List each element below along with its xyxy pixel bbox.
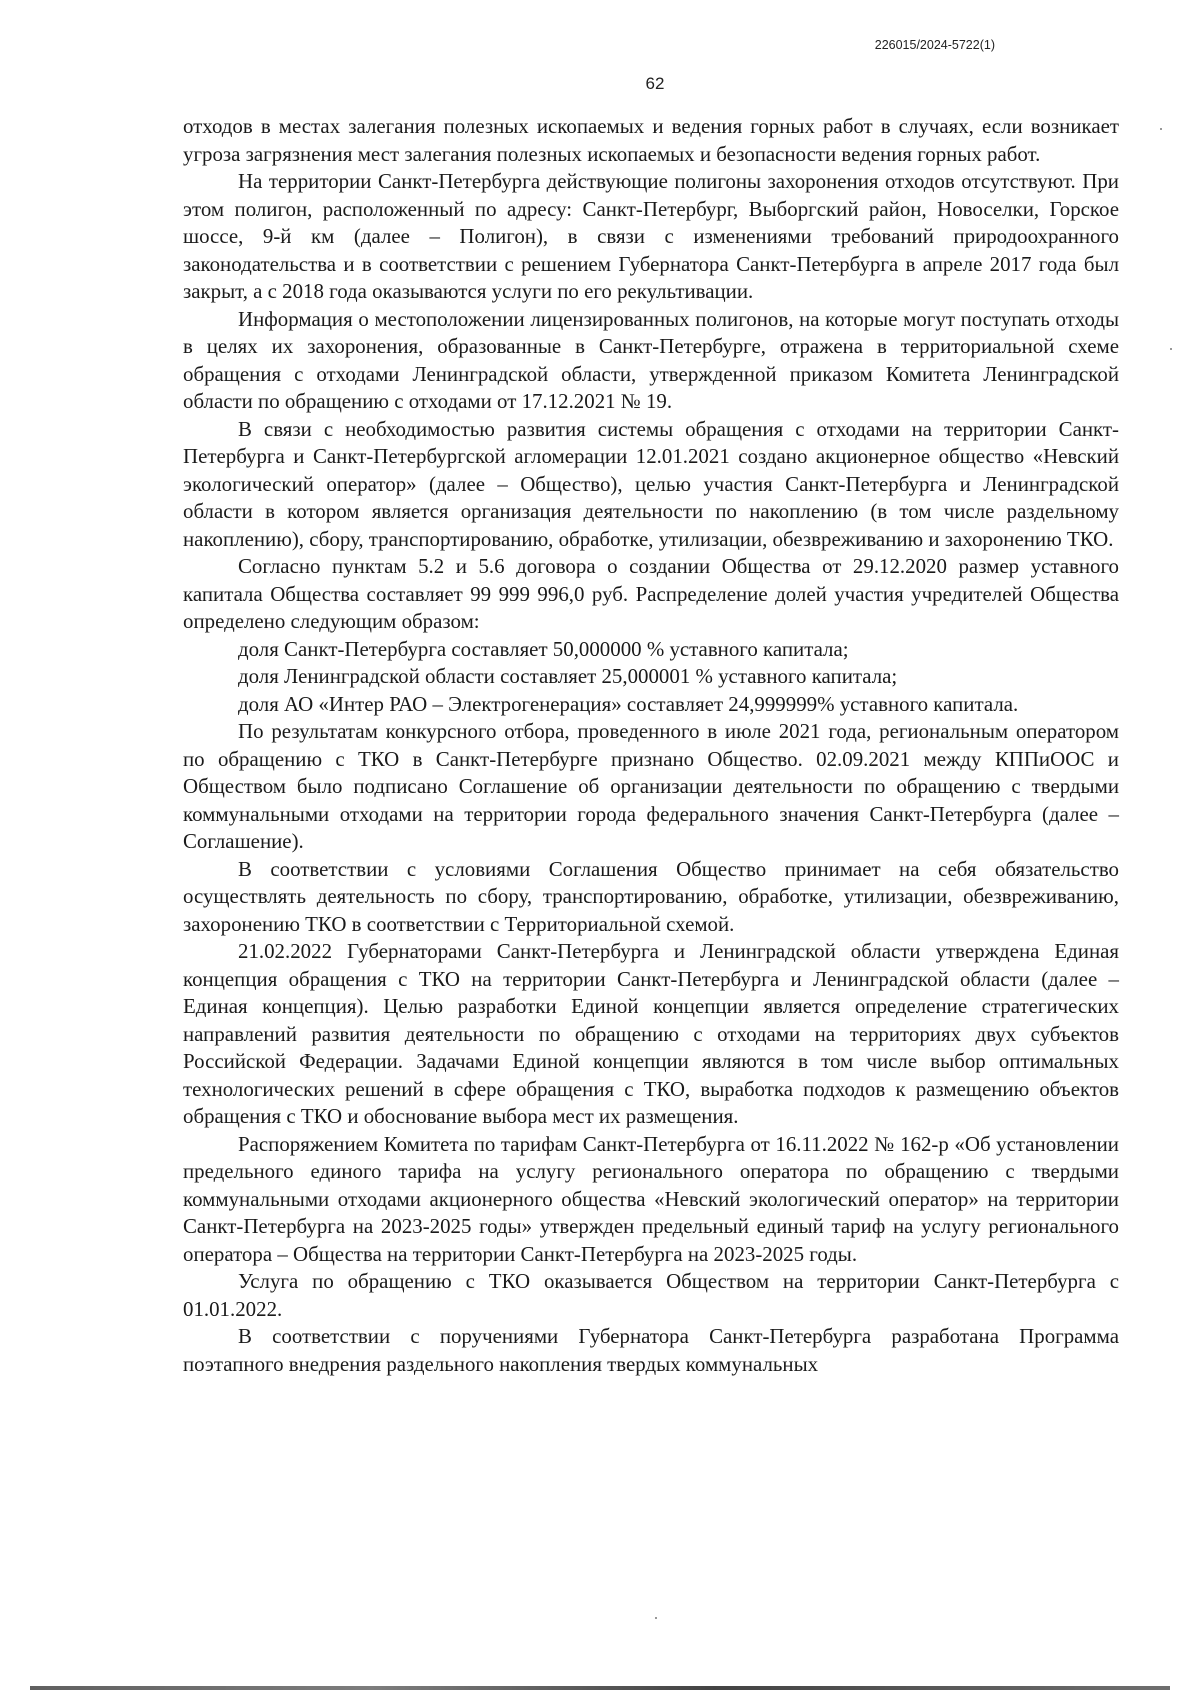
page-number: 62	[645, 74, 665, 93]
document-body	[183, 113, 1119, 1378]
scan-speck	[1160, 128, 1162, 130]
document-registration-number: 226015/2024-5722(1)	[874, 38, 995, 52]
paragraph-licensed-landfills: Информация о местоположении лицензированных полигонов, на которые могут поступать отходы в целях их захоронения, образованные в Санкт-Петербурге, отражена в территориальной схеме обращения с отходами Ленинградской области, утвержденной приказом Комитета Ленинградской области по обращению с отходами от 17.12.2021 № 19.	[183, 306, 1119, 413]
scan-speck	[1170, 348, 1172, 350]
paragraph-separate-collection-program: В соответствии с поручениями Губернатора Санкт-Петербурга разработана Программа поэтапного внедрения раздельного накопления твердых коммунальных	[183, 1324, 1119, 1376]
paragraph-operator-creation: В связи с необходимостью развития системы обращения с отходами на территории Санкт-Петербурга и Санкт-Петербургской агломерации 12.01.2021 создано акционерное общество «Невский экологический оператор» (далее – Общество), целью участия Санкт-Петербурга и Ленинградской области в котором является организация деятельности по накоплению (в том числе раздельному накоплению), сбору, транспортированию, обработке, утилизации, обезвреживанию и захоронению ТКО.	[183, 416, 1119, 551]
share-item-inter-rao: доля АО «Интер РАО – Электрогенерация» составляет 24,999999% уставного капитала.	[238, 691, 1019, 716]
paragraph-tariff-order: Распоряжением Комитета по тарифам Санкт-Петербурга от 16.11.2022 № 162-р «Об установлении предельного единого тарифа на услугу регионального оператора по обращению с твердыми коммунальными отходами акционерного общества «Невский экологический оператор» на территории Санкт-Петербурга на 2023-2025 годы» утвержден предельный единый тариф на услугу регионального оператора – Общества на территории Санкт-Петербурга на 2023-2025 годы.	[183, 1131, 1119, 1266]
paragraph-agreement-obligations: В соответствии с условиями Соглашения Общество принимает на себя обязательство осуществлять деятельность по сбору, транспортированию, обработке, утилизации, обезвреживанию, захоронению ТКО в соответствии с Территориальной схемой.	[183, 856, 1119, 936]
share-item-lenobl: доля Ленинградской области составляет 25,000001 % уставного капитала;	[238, 664, 898, 688]
paragraph-continuation: отходов в местах залегания полезных ископаемых и ведения горных работ в случаях, если возникает угроза загрязнения мест залегания полезных ископаемых и безопасности ведения горных работ.	[183, 114, 1119, 166]
paragraph-competition-results: По результатам конкурсного отбора, проведенного в июле 2021 года, региональным оператором по обращению с ТКО в Санкт-Петербурге признано Общество. 02.09.2021 между КППиООС и Обществом было подписано Соглашение об организации деятельности по обращению с твердыми коммунальными отходами на территории города федерального значения Санкт-Петербурга (далее – Соглашение).	[183, 719, 1119, 853]
paragraph-service-start: Услуга по обращению с ТКО оказывается Обществом на территории Санкт-Петербурга с 01.01.2022.	[183, 1269, 1119, 1321]
share-item-spb: доля Санкт-Петербурга составляет 50,000000 % уставного капитала;	[238, 636, 849, 661]
paragraph-unified-concept: 21.02.2022 Губернаторами Санкт-Петербурга и Ленинградской области утверждена Единая концепция обращения с ТКО на территории Санкт-Петербурга и Ленинградской области (далее – Единая концепция). Целью разработки Единой концепции является определение стратегических направлений развития деятельности по обращению с отходами на территориях двух субъектов Российской Федерации. Задачами Единой концепции являются в том числе выбор оптимальных технологических решений в сфере обращения с ТКО, выработка подходов к размещению объектов обращения с ТКО и обоснование выбора мест их размещения.	[183, 939, 1119, 1128]
paragraph-charter-capital: Согласно пунктам 5.2 и 5.6 договора о создании Общества от 29.12.2020 размер уставного капитала Общества составляет 99 999 996,0 руб. Распределение долей участия учредителей Общества определено следующим образом:	[183, 554, 1119, 633]
scan-speck	[655, 1617, 657, 1619]
paragraph-landfill-closure: На территории Санкт-Петербурга действующие полигоны захоронения отходов отсутствуют. При этом полигон, расположенный по адресу: Санкт-Петербург, Выборгский район, Новоселки, Горское шоссе, 9-й км (далее – Полигон), в связи с изменениями требований природоохранного законодательства и в соответствии с решением Губернатора Санкт-Петербурга в апреле 2017 года был закрыт, а с 2018 года оказываются услуги по его рекультивации.	[183, 169, 1119, 303]
scan-bottom-edge	[30, 1686, 1170, 1690]
